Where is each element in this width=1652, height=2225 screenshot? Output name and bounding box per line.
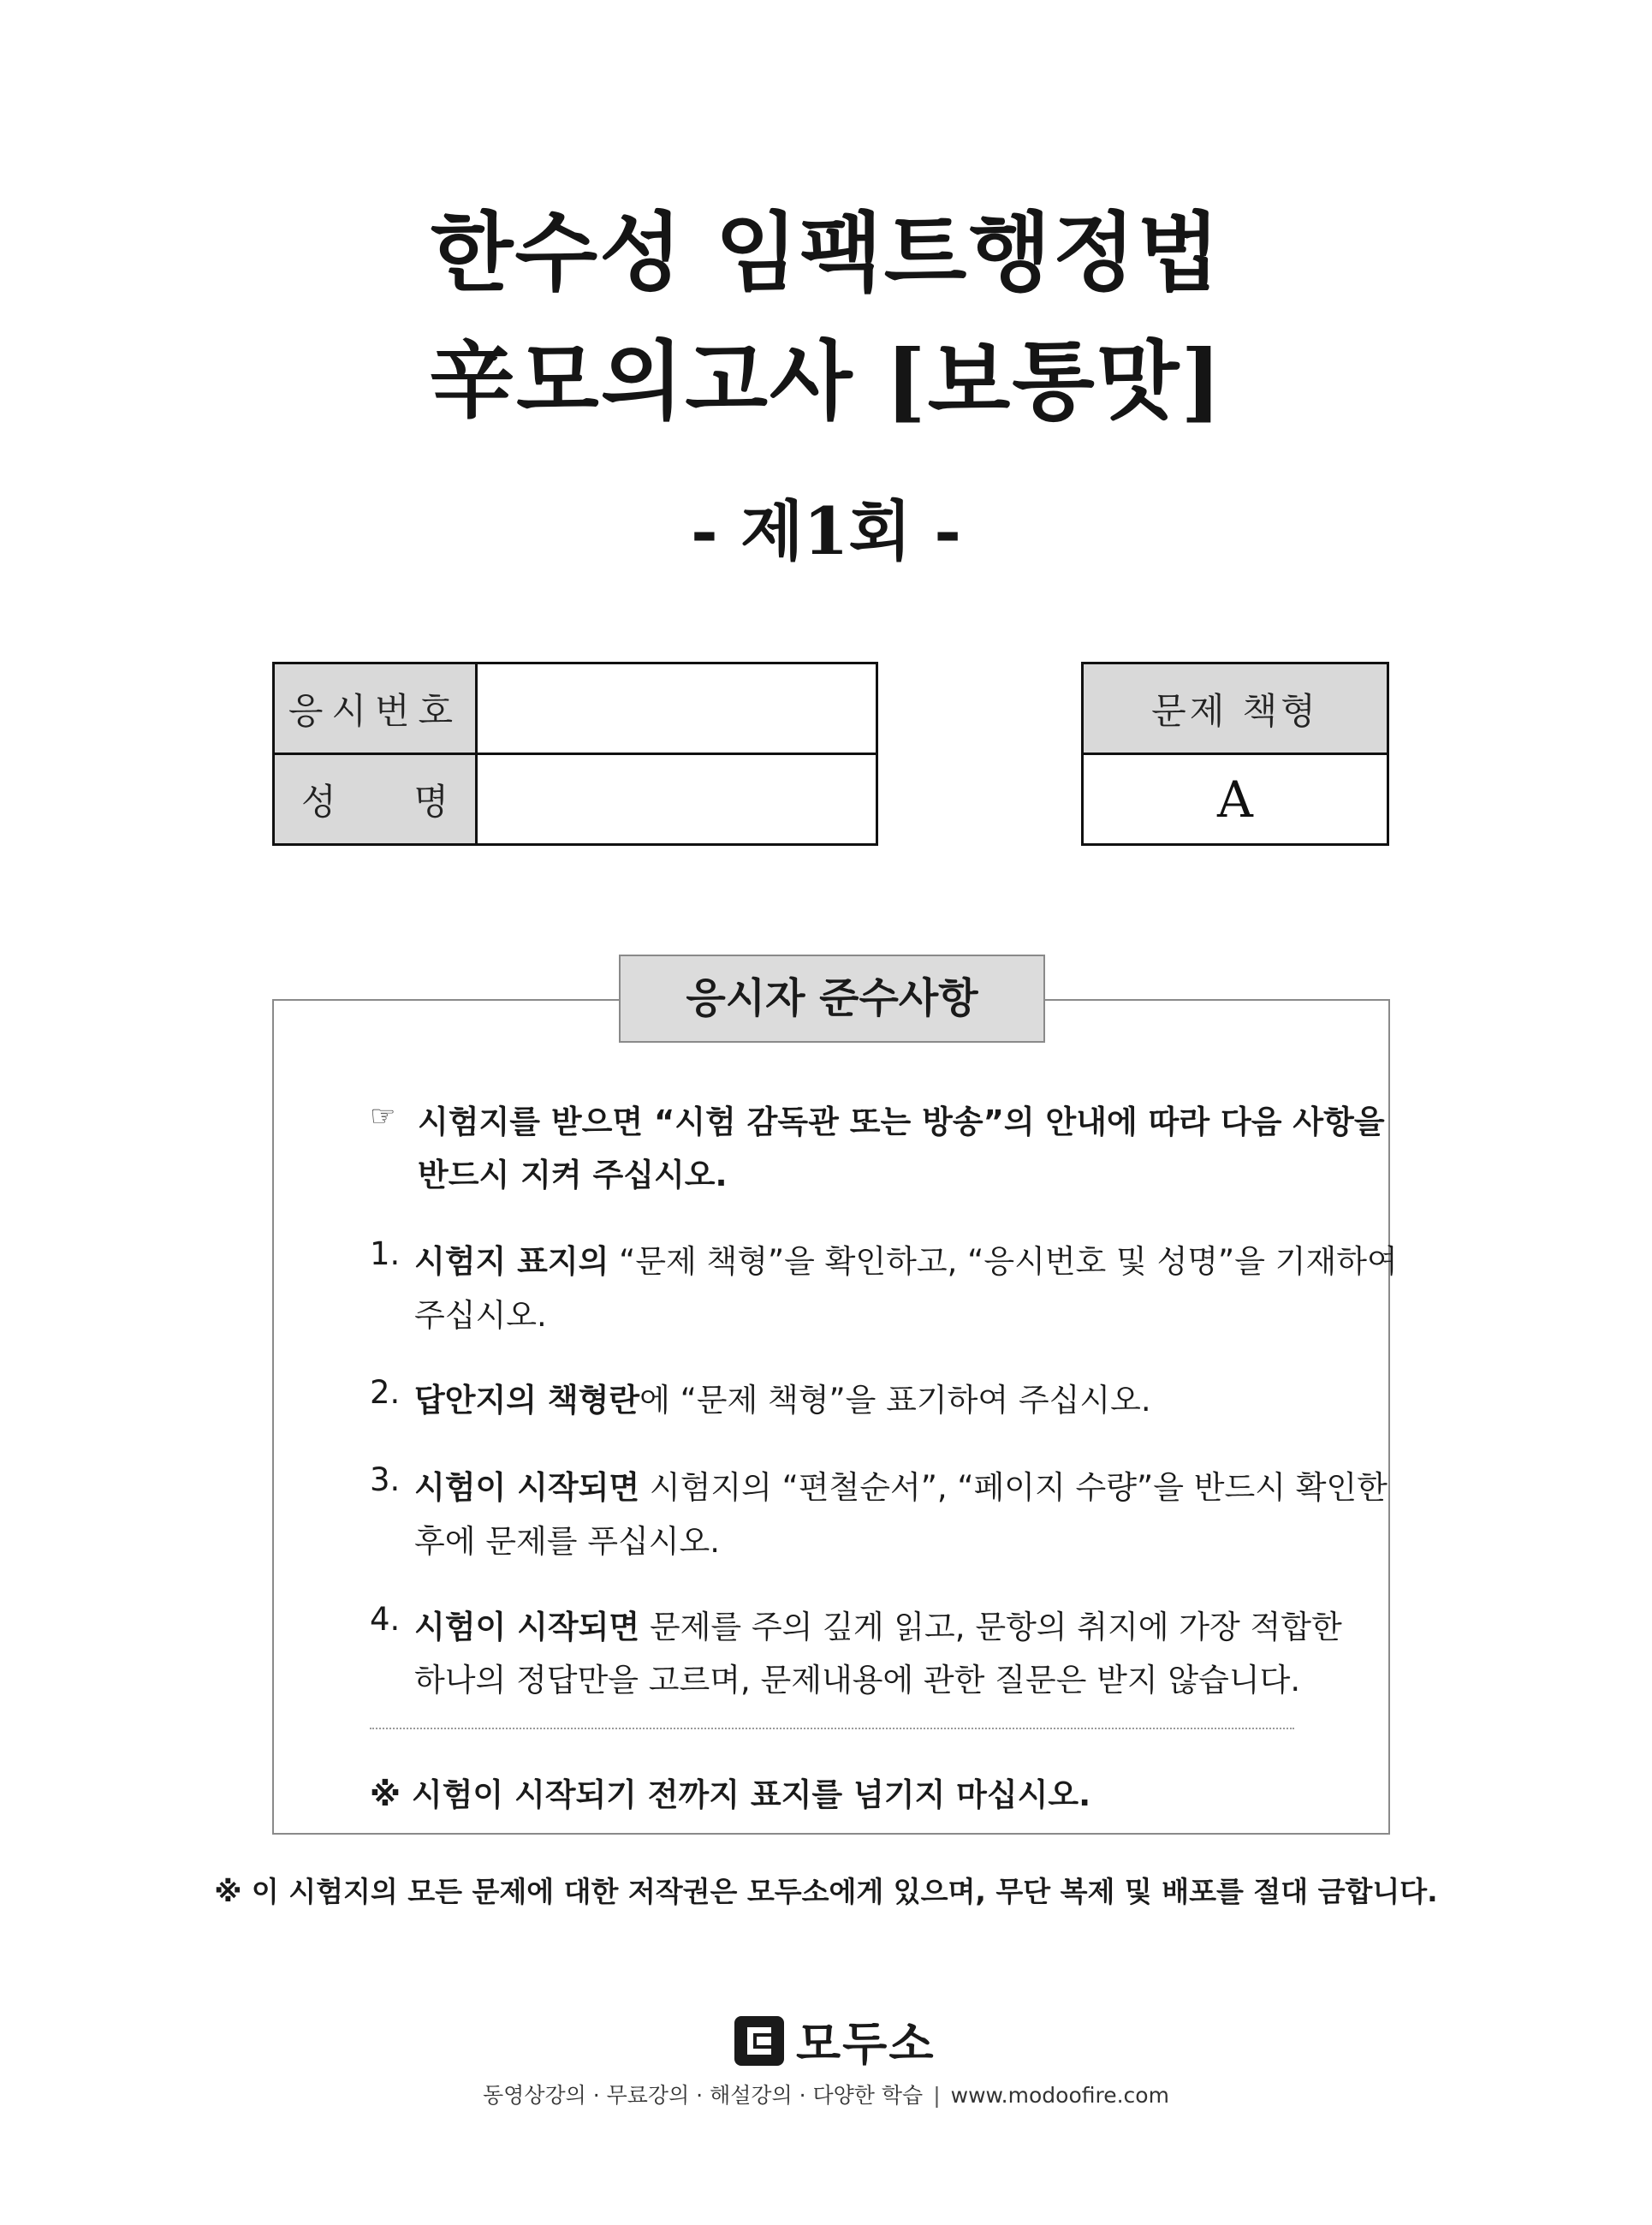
footer-separator: |: [933, 2083, 941, 2108]
rule-4-line-1: 시험이 시작되면 문제를 주의 깊게 읽고, 문항의 취지에 가장 적합한: [414, 1609, 1342, 1645]
rule-4-line-2: 하나의 정답만을 고르며, 문제내용에 관한 질문은 받지 않습니다.: [414, 1662, 1301, 1698]
rules-title: 응시자 준수사항: [619, 955, 1045, 1043]
name-label: [274, 754, 477, 845]
rule-4-number: 4.: [370, 1601, 401, 1638]
logo-icon: [734, 2016, 784, 2066]
booklet-type-table: [1081, 662, 1389, 846]
footer-url[interactable]: www.modoofire.com: [950, 2083, 1169, 2108]
title-line-2: 辛모의고사 [보통맛]: [429, 330, 1223, 431]
booklet-type-label: 문제 책형: [1083, 663, 1388, 754]
rules-note: ※ 시험이 시작되기 전까지 표지를 넘기지 마십시오.: [370, 1776, 1091, 1813]
examinee-info-table: [272, 662, 878, 846]
exam-number-label: 응시번호: [274, 663, 477, 754]
rule-2-number: 2.: [370, 1374, 401, 1411]
brand-logo: [734, 2008, 936, 2073]
logo-text: 모두소: [796, 2017, 936, 2071]
rules-intro-line-2: 반드시 지켜 주십시오.: [418, 1157, 728, 1193]
rule-1-line-1: 시험지 표지의 “문제 책형”을 확인하고, “응시번호 및 성명”을 기재하여: [414, 1243, 1398, 1280]
rule-1-number: 1.: [370, 1235, 401, 1272]
footer-tagline: 동영상강의 · 무료강의 · 해설강의 · 다양한 학습: [483, 2083, 924, 2108]
session-title: - 제1회 -: [691, 493, 961, 569]
pointing-hand-icon: ☞: [370, 1099, 396, 1133]
title-line-1: 한수성 임팩트행정법: [430, 202, 1222, 303]
exam-number-field[interactable]: [477, 663, 877, 754]
name-field[interactable]: [477, 754, 877, 845]
rule-3-number: 3.: [370, 1461, 401, 1498]
rule-3-line-2: 후에 문제를 푸십시오.: [414, 1523, 720, 1560]
footer: [0, 2079, 1652, 2109]
rules-intro-line-1: 시험지를 받으면 “시험 감독관 또는 방송”의 안내에 따라 다음 사항을: [418, 1104, 1385, 1140]
dotted-divider: [370, 1728, 1294, 1729]
booklet-type-value: A: [1083, 754, 1388, 845]
rule-3-line-1: 시험이 시작되면 시험지의 “편철순서”, “페이지 수량”을 반드시 확인한: [414, 1469, 1388, 1506]
copyright-notice: ※ 이 시험지의 모든 문제에 대한 저작권은 모두소에게 있으며, 무단 복제 및 배포를 절대 금합니다.: [214, 1875, 1438, 1908]
name-label-part-1: 성: [301, 780, 336, 823]
rule-1-line-2: 주십시오.: [414, 1297, 547, 1334]
rule-2-line-1: 답안지의 책형란에 “문제 책형”을 표기하여 주십시오.: [414, 1382, 1151, 1419]
name-label-part-2: 명: [413, 780, 449, 823]
